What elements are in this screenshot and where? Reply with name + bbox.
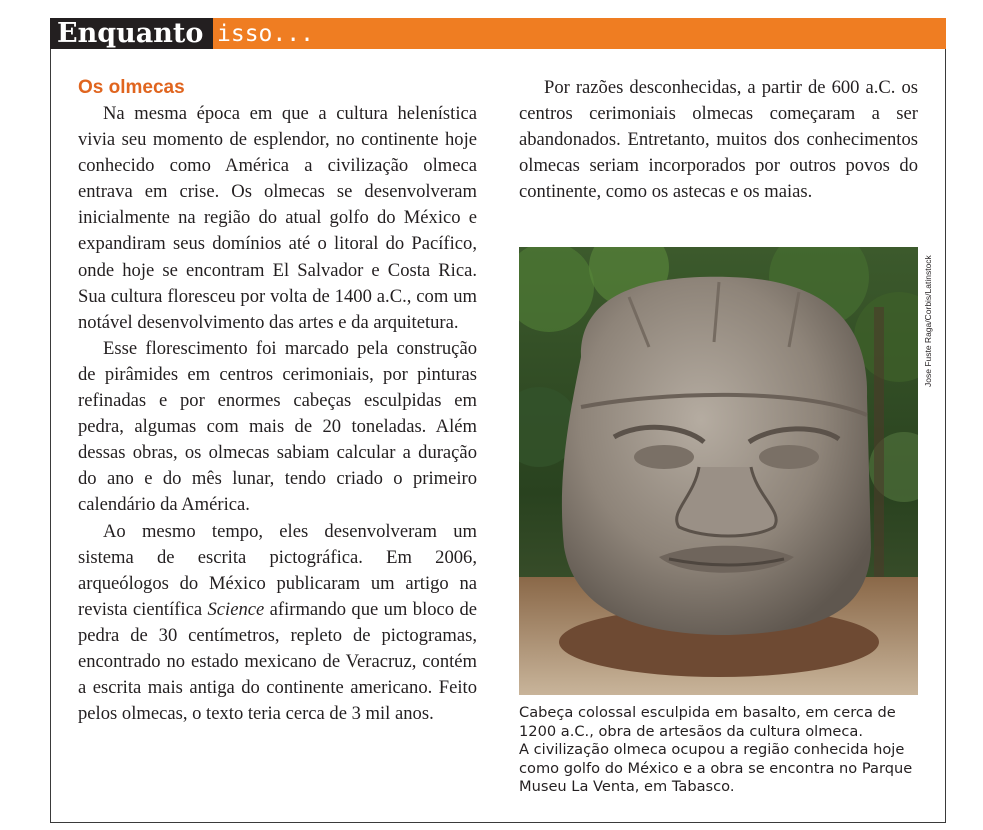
paragraph-3 [78,519,477,728]
caption-line: Cabeça colossal esculpida em basalto, em cerca de [519,704,896,721]
paragraph-3-text-b: afirmando que um bloco de pedra de 30 centímetros, repleto de pictogramas, encontrado no estado mexicano de Veracruz, contém a escrita mais antiga do continente americano. Feito pelos olmecas, o texto teria cerca de 3 mil anos. [78,598,477,725]
caption-line: 1200 a.C., obra de artesãos da cultura olmeca. [519,722,863,740]
paragraph-2: Esse florescimento foi marcado pela construção de pirâmides em centros cerimoniais, por pinturas refinadas e por enormes cabeças esculpidas em pedra, algumas com mais de 20 toneladas. Além dessas obras, os olmecas sabiam calcular a duração do ano e do mês lunar, tendo criado o primeiro calendário da América. [78,337,477,516]
section-heading: Os olmecas [78,77,185,98]
caption-line: A civilização olmeca ocupou a região conhecida hoje [519,741,905,759]
box-header [50,18,946,49]
olmec-head-photo [519,247,918,695]
right-column [519,75,918,205]
photo-caption [519,704,919,797]
caption-line: como golfo do México e a obra se encontra no Parque [519,759,913,777]
caption-line: Museu La Venta, em Tabasco. [519,778,735,796]
left-column [78,75,477,727]
journal-name: Science [207,598,265,620]
paragraph-4: Por razões desconhecidas, a partir de 600 a.C. os centros cerimoniais olmecas começaram a ser abandonados. Entretanto, muitos dos conhecimentos olmecas seriam incorporados por outros povos do continente, como os astecas e os maias. [519,77,918,203]
header-title: Enquanto [50,18,213,49]
paragraph-1: Na mesma época em que a cultura helenística vivia seu momento de esplendor, no continente hoje conhecido como América a civilização olmeca entrava em crise. Os olmecas se desenvolveram inicialmente na região do atual golfo do México e expandiram seus domínios até o litoral do Pacífico, onde hoje se encontram El Salvador e Costa Rica. Sua cultura floresceu por volta de 1400 a.C., com um notável desenvolvimento das artes e da arquitetura. [78,103,477,333]
photo-credit: Jose Fuste Raga/Corbis/Latinstock [923,255,933,387]
paragraph-3-text-a: Ao mesmo tempo, eles desenvolveram um sistema de escrita pictográfica. Em 2006, arqueólogos do México publicaram um artigo na revista científica [78,520,477,620]
header-subtitle: isso... [213,18,946,49]
